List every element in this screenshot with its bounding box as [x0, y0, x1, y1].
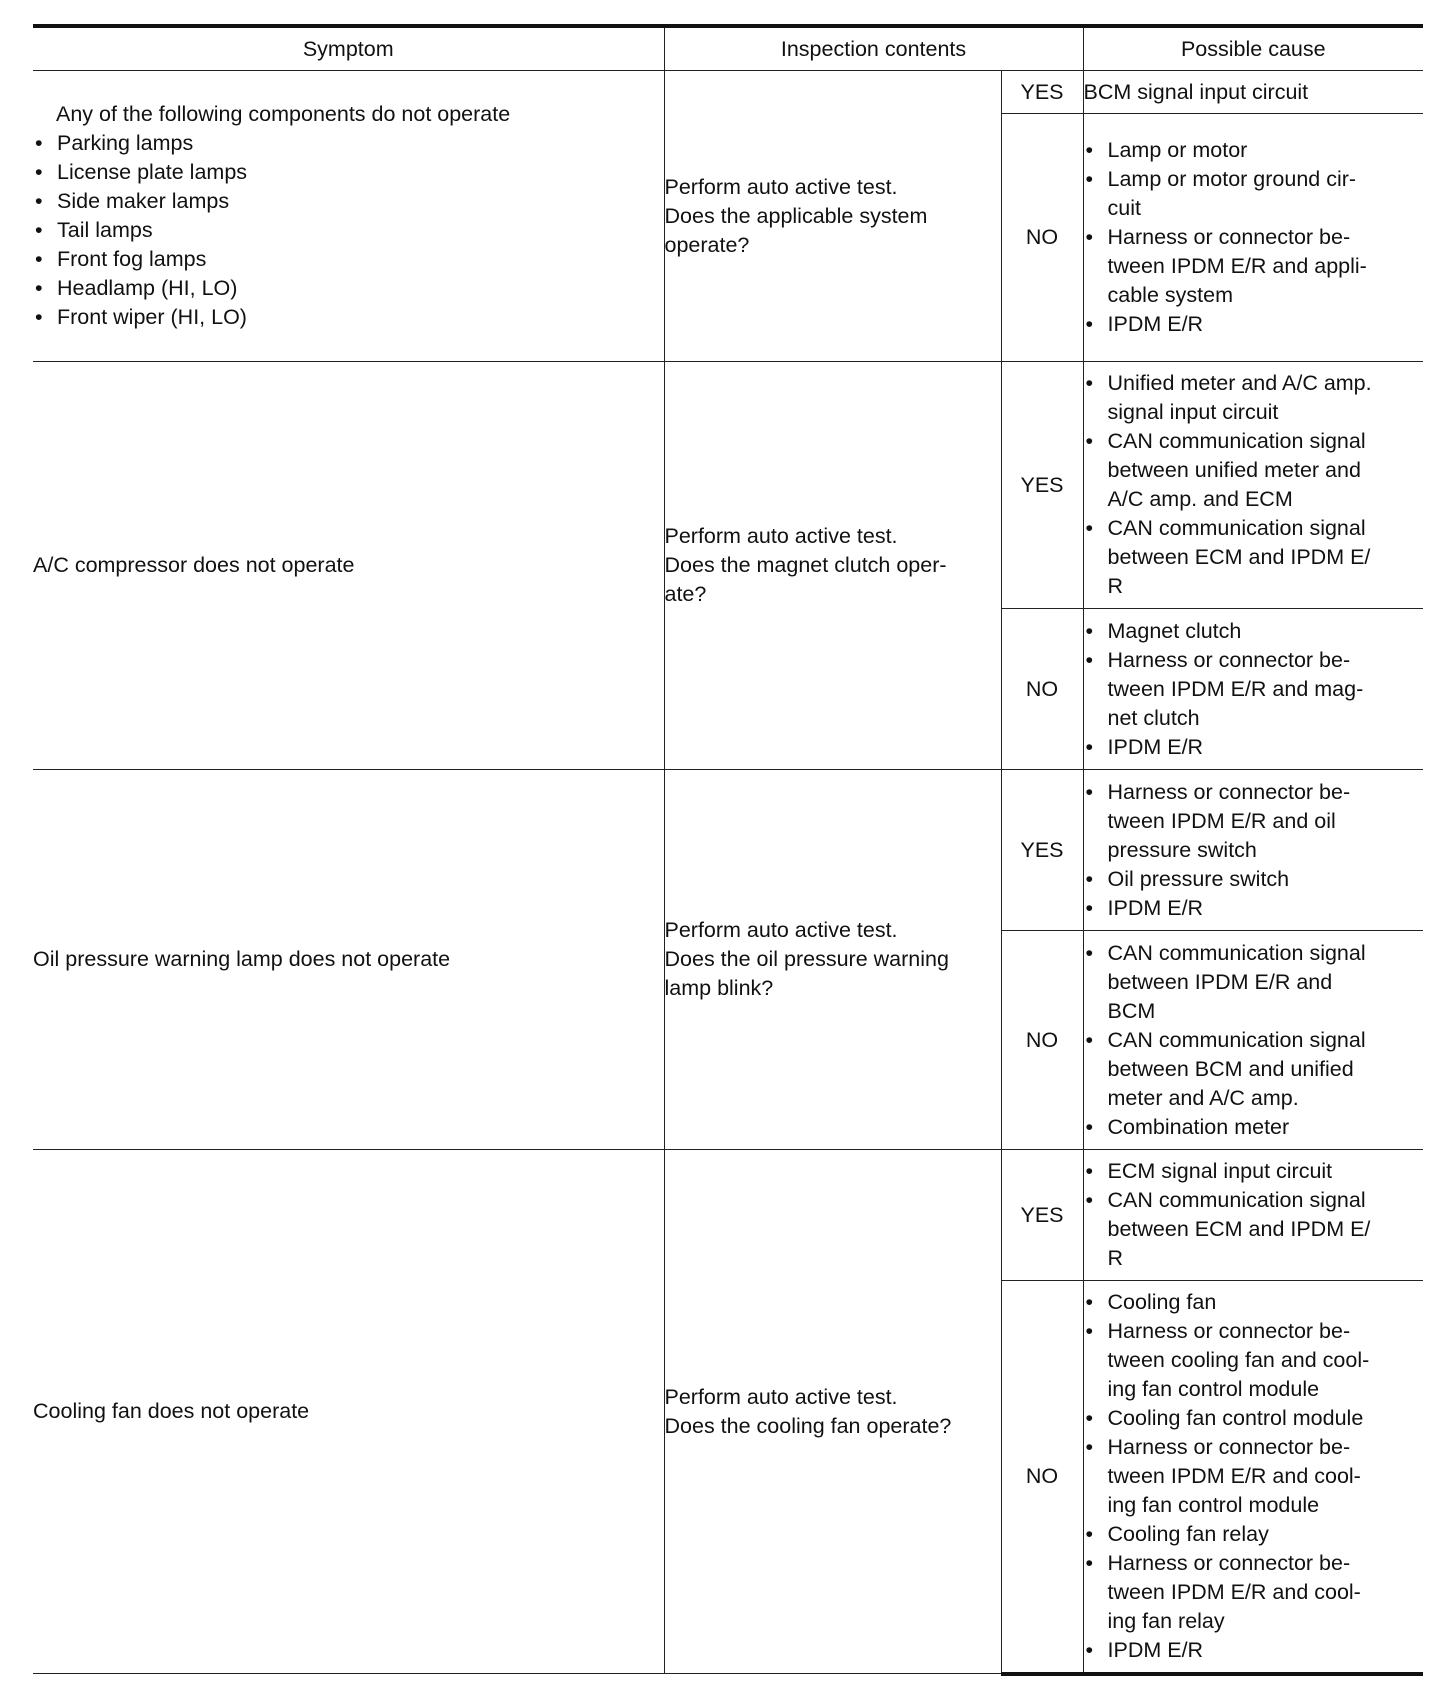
- list-item: • ECM signal input circuit: [1084, 1157, 1424, 1186]
- cause-cell: [1083, 1281, 1423, 1674]
- list-item: • Front wiper (HI, LO): [33, 303, 664, 332]
- list-item: • Magnet clutch: [1084, 617, 1424, 646]
- cause-list: [1084, 369, 1424, 601]
- inspection-line: ate?: [664, 582, 707, 606]
- inspection-line: Does the magnet clutch oper-: [664, 553, 947, 577]
- list-item: • CAN communication signal between unified meter and A/C amp. and ECM: [1084, 427, 1424, 514]
- inspection-line: Does the oil pressure warning: [664, 947, 949, 971]
- cause-list: [1084, 1288, 1424, 1665]
- header-possible-cause: Possible cause: [1083, 26, 1423, 71]
- list-item: • Front fog lamps: [33, 245, 664, 274]
- inspection-line: Does the applicable system: [664, 203, 928, 228]
- inspection-line: operate?: [664, 232, 750, 257]
- answer-yes: YES: [1001, 1150, 1083, 1281]
- list-item: • Harness or connector be- tween IPDM E/R and mag- net clutch: [1084, 646, 1424, 733]
- inspection-line: Perform auto active test.: [664, 918, 898, 942]
- symptom-list: [33, 129, 664, 332]
- list-item: • Harness or connector be- tween IPDM E/R and oil pressure switch: [1084, 778, 1424, 865]
- answer-yes: YES: [1001, 770, 1083, 931]
- table-row: [33, 362, 1423, 609]
- cause-cell: [1083, 362, 1423, 609]
- list-item: • Cooling fan relay: [1084, 1520, 1424, 1549]
- cause-cell: [1083, 931, 1423, 1150]
- answer-no: NO: [1001, 1281, 1083, 1674]
- cause-list: [1084, 617, 1424, 762]
- inspection-line: Perform auto active test.: [664, 174, 898, 199]
- inspection-cell: [664, 1150, 1001, 1674]
- list-item: • Harness or connector be- tween cooling fan and cool- ing fan control module: [1084, 1317, 1424, 1404]
- table-row: [33, 71, 1423, 114]
- cause-text: BCM signal input circuit: [1083, 79, 1309, 104]
- list-item: • Combination meter: [1084, 1113, 1424, 1142]
- list-item: • IPDM E/R: [1084, 733, 1424, 762]
- answer-yes: YES: [1001, 362, 1083, 609]
- cause-cell: [1083, 114, 1423, 362]
- list-item: • Harness or connector be- tween IPDM E/R and appli- cable system: [1084, 223, 1424, 310]
- cause-cell: [1083, 770, 1423, 931]
- header-inspection-contents: Inspection contents: [664, 26, 1083, 71]
- symptom-cell: Oil pressure warning lamp does not operate: [33, 770, 664, 1150]
- list-item: • Tail lamps: [33, 216, 664, 245]
- list-item: • Oil pressure switch: [1084, 865, 1424, 894]
- list-item: • Lamp or motor ground cir- cuit: [1084, 165, 1424, 223]
- list-item: • Lamp or motor: [1084, 136, 1424, 165]
- list-item: • Unified meter and A/C amp. signal input circuit: [1084, 369, 1424, 427]
- list-item: • Cooling fan: [1084, 1288, 1424, 1317]
- cause-cell: [1083, 609, 1423, 770]
- symptom-cell: Cooling fan does not operate: [33, 1150, 664, 1674]
- cause-list: [1084, 136, 1424, 339]
- list-item: • CAN communication signal between ECM and IPDM E/ R: [1084, 514, 1424, 601]
- list-item: • CAN communication signal between IPDM E/R and BCM: [1084, 939, 1424, 1026]
- cause-list: [1084, 939, 1424, 1142]
- list-item: • Side maker lamps: [33, 187, 664, 216]
- symptom-cell: A/C compressor does not operate: [33, 362, 664, 770]
- diagnosis-table: [33, 24, 1423, 1676]
- list-item: • Cooling fan control module: [1084, 1404, 1424, 1433]
- inspection-cell: [664, 71, 1001, 362]
- answer-no: NO: [1001, 114, 1083, 362]
- answer-no: NO: [1001, 609, 1083, 770]
- inspection-cell: [664, 362, 1001, 770]
- list-item: • IPDM E/R: [1084, 310, 1424, 339]
- list-item: • CAN communication signal between ECM and IPDM E/ R: [1084, 1186, 1424, 1273]
- cause-list: [1084, 1157, 1424, 1273]
- symptom-intro: Any of the following components do not operate: [56, 102, 511, 126]
- header-symptom: Symptom: [33, 26, 664, 71]
- table-row: [33, 1150, 1423, 1281]
- list-item: • License plate lamps: [33, 158, 664, 187]
- cause-cell: [1083, 71, 1423, 114]
- inspection-line: lamp blink?: [664, 976, 774, 1000]
- list-item: • Headlamp (HI, LO): [33, 274, 664, 303]
- list-item: • Harness or connector be- tween IPDM E/R and cool- ing fan relay: [1084, 1549, 1424, 1636]
- cause-cell: [1083, 1150, 1423, 1281]
- inspection-line: Perform auto active test.: [664, 1384, 898, 1409]
- list-item: • IPDM E/R: [1084, 894, 1424, 923]
- list-item: • CAN communication signal between BCM and unified meter and A/C amp.: [1084, 1026, 1424, 1113]
- inspection-cell: [664, 770, 1001, 1150]
- cause-list: [1084, 778, 1424, 923]
- inspection-line: Does the cooling fan operate?: [664, 1413, 952, 1438]
- symptom-cell: [33, 71, 664, 362]
- list-item: • Harness or connector be- tween IPDM E/R and cool- ing fan control module: [1084, 1433, 1424, 1520]
- answer-yes: YES: [1001, 71, 1083, 114]
- answer-no: NO: [1001, 931, 1083, 1150]
- header-row: [33, 26, 1423, 71]
- table-row: [33, 770, 1423, 931]
- list-item: • IPDM E/R: [1084, 1636, 1424, 1665]
- inspection-line: Perform auto active test.: [664, 524, 898, 548]
- list-item: • Parking lamps: [33, 129, 664, 158]
